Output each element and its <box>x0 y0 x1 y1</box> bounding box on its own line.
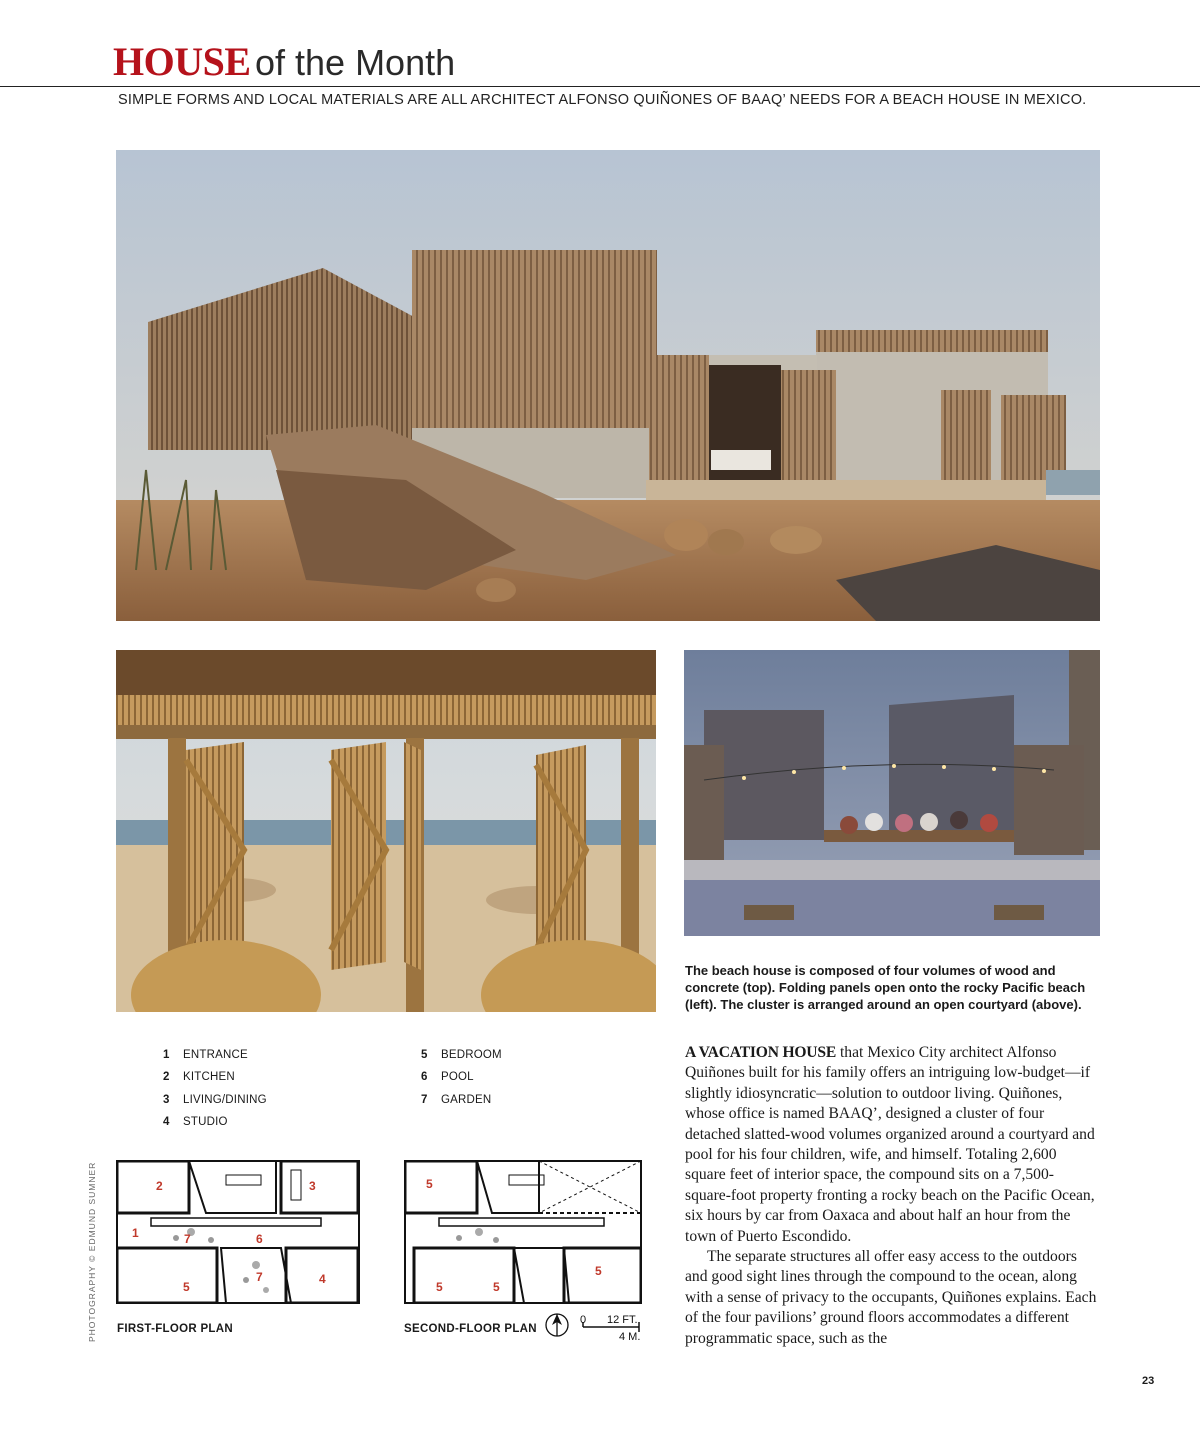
plan-mark: 3 <box>309 1179 316 1193</box>
page-number: 23 <box>1142 1375 1155 1387</box>
plan-mark: 5 <box>436 1280 443 1294</box>
folding-panels-photo <box>116 650 656 1012</box>
photo-credit: PHOTOGRAPHY © EDMUND SUMNER <box>87 1161 97 1342</box>
scale-feet: 12 FT. <box>607 1314 638 1326</box>
photo-caption: The beach house is composed of four volumes of wood and concrete (top). Folding panels open onto the rocky Pacific beach (left). The cluster is arranged around an open courtyard (above). <box>685 963 1086 1012</box>
article-paragraph: A VACATION HOUSE that Mexico City architect Alfonso Quiñones built for his family offers an intriguing low-budget—if slightly idiosyncratic—solution to outdoor living. Quiñones, whose office is named BAAQ’, designed a cluster of four detached slatted-wood volumes organized around a courtyard and pool for his four children, wife, and himself. Totaling 2,600 square feet of interior space, the compound sits on a 7,500-square-foot property fronting a rocky beach on the Pacific Ocean, six hours by car from Oaxaca and about half an hour from the town of Puerto Escondido. <box>685 1044 1095 1245</box>
legend-item: 3 LIVING/DINING <box>163 1094 267 1106</box>
legend-item: 4 STUDIO <box>163 1116 228 1128</box>
lead-in: A VACATION HOUSE <box>685 1044 837 1061</box>
section-title-bold: HOUSE <box>113 39 251 84</box>
plan-mark: 5 <box>595 1264 602 1278</box>
scale-zero: 0 <box>580 1314 587 1326</box>
header-rule <box>0 86 1200 87</box>
plan-mark: 4 <box>319 1272 326 1286</box>
plan-mark: 7 <box>184 1232 191 1246</box>
legend-item: 2 KITCHEN <box>163 1071 235 1083</box>
plan-mark: 1 <box>132 1226 139 1240</box>
legend-item: 5 BEDROOM <box>421 1049 502 1061</box>
second-floor-plan-label: SECOND-FLOOR PLAN <box>404 1323 537 1335</box>
legend-item: 6 POOL <box>421 1071 474 1083</box>
first-floor-plan <box>116 1160 360 1304</box>
article-paragraph: The separate structures all offer easy access to the outdoors and good sight lines through the compound to the ocean, along with a sense of privacy to the occupants, Quiñones explains. Each of the four pavilions’ ground floors accommodates a different programmatic space, such as the <box>685 1248 1097 1347</box>
courtyard-photo <box>684 650 1100 936</box>
scale-bar <box>545 1310 645 1342</box>
subtitle: SIMPLE FORMS AND LOCAL MATERIALS ARE ALL ARCHITECT ALFONSO QUIÑONES OF BAAQ’ NEEDS FOR A BEACH HOUSE IN MEXICO. <box>118 92 1087 108</box>
legend-item: 1 ENTRANCE <box>163 1049 248 1061</box>
section-title-rest: of the Month <box>255 42 456 83</box>
plan-mark: 6 <box>256 1232 263 1246</box>
plan-mark: 5 <box>426 1177 433 1191</box>
plan-mark: 5 <box>493 1280 500 1294</box>
scale-meters: 4 M. <box>619 1331 641 1342</box>
legend-item: 7 GARDEN <box>421 1094 492 1106</box>
second-floor-plan <box>404 1160 642 1304</box>
plan-mark: 5 <box>183 1280 190 1294</box>
first-floor-plan-label: FIRST-FLOOR PLAN <box>117 1323 233 1335</box>
plan-mark: 2 <box>156 1179 163 1193</box>
hero-photo <box>116 150 1100 621</box>
plan-mark: 7 <box>256 1270 263 1284</box>
page-header <box>113 38 455 85</box>
article-body <box>685 1043 1097 1349</box>
